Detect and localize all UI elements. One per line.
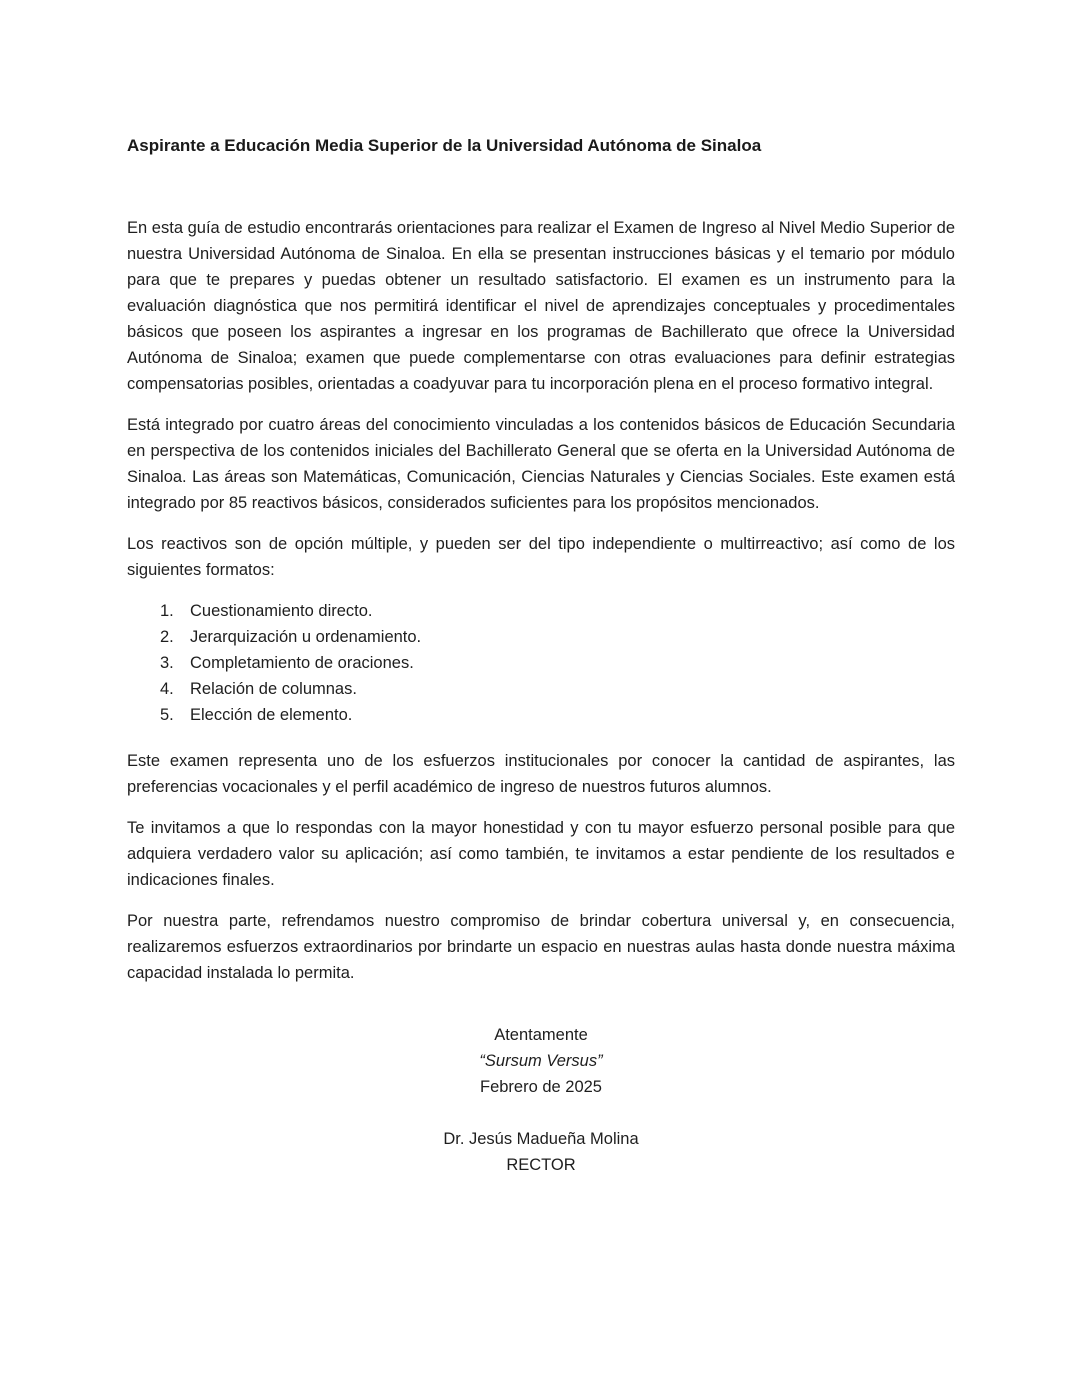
paragraph-areas: Está integrado por cuatro áreas del conocimiento vinculadas a los contenidos básicos de Educación Secundaria en perspectiva de los contenidos iniciales del Bachillerato General que se oferta en la Universidad Autónoma de Sinaloa. Las áreas son Matemáticas, Comunicación, Ciencias Naturales y Ciencias Sociales. Este examen está integrado por 85 reactivos básicos, considerados suficientes para los propósitos mencionados. xyxy=(127,416,955,512)
list-item xyxy=(127,702,955,728)
list-item-number: 3. xyxy=(160,654,174,672)
list-item-text: Relación de columnas. xyxy=(190,680,357,698)
signature-block xyxy=(127,1022,955,1178)
formats-list xyxy=(127,598,955,728)
list-item-text: Cuestionamiento directo. xyxy=(190,602,373,620)
signer-role: RECTOR xyxy=(506,1156,576,1174)
list-item-text: Elección de elemento. xyxy=(190,706,353,724)
list-item xyxy=(127,598,955,624)
list-item-number: 5. xyxy=(160,706,174,724)
document-title: Aspirante a Educación Media Superior de la Universidad Autónoma de Sinaloa xyxy=(127,136,762,155)
signature-date: Febrero de 2025 xyxy=(479,1078,602,1096)
list-item xyxy=(127,676,955,702)
paragraph-formats-intro: Los reactivos son de opción múltiple, y pueden ser del tipo independiente o multirreactivo; así como de los siguientes formatos: xyxy=(127,535,955,579)
signer-name: Dr. Jesús Madueña Molina xyxy=(443,1130,639,1148)
paragraph-invitation: Te invitamos a que lo respondas con la mayor honestidad y con tu mayor esfuerzo personal posible para que adquiera verdadero valor su aplicación; así como también, te invitamos a estar pendiente de los resultados e indicaciones finales. xyxy=(127,819,955,889)
list-item xyxy=(127,624,955,650)
list-item xyxy=(127,650,955,676)
list-item-number: 1. xyxy=(160,602,174,620)
paragraph-purpose: Este examen representa uno de los esfuerzos institucionales por conocer la cantidad de aspirantes, las preferencias vocacionales y el perfil académico de ingreso de nuestros futuros alumnos. xyxy=(127,752,955,796)
list-item-text: Jerarquización u ordenamiento. xyxy=(190,628,422,646)
motto: “Sursum Versus” xyxy=(479,1052,603,1070)
salutation: Atentamente xyxy=(494,1026,588,1044)
list-item-text: Completamiento de oraciones. xyxy=(190,654,414,672)
signature-spacer xyxy=(127,1100,955,1126)
list-item-number: 4. xyxy=(160,680,174,698)
paragraph-commitment: Por nuestra parte, refrendamos nuestro compromiso de brindar cobertura universal y, en consecuencia, realizaremos esfuerzos extraordinarios por brindarte un espacio en nuestras aulas hasta donde nuestra máxima capacidad instalada lo permita. xyxy=(127,912,955,982)
paragraph-intro: En esta guía de estudio encontrarás orientaciones para realizar el Examen de Ingreso al Nivel Medio Superior de nuestra Universidad Autónoma de Sinaloa. En ella se presentan instrucciones básicas y el temario por módulo para que te prepares y puedas obtener un resultado satisfactorio. El examen es un instrumento para la evaluación diagnóstica que nos permitirá identificar el nivel de aprendizajes conceptuales y procedimentales básicos que poseen los aspirantes a ingresar en los programas de Bachillerato que ofrece la Universidad Autónoma de Sinaloa; examen que puede complementarse con otras evaluaciones para definir estrategias compensatorias posibles, orientadas a coadyuvar para tu incorporación plena en el proceso formativo integral. xyxy=(127,219,955,393)
list-item-number: 2. xyxy=(160,628,174,646)
